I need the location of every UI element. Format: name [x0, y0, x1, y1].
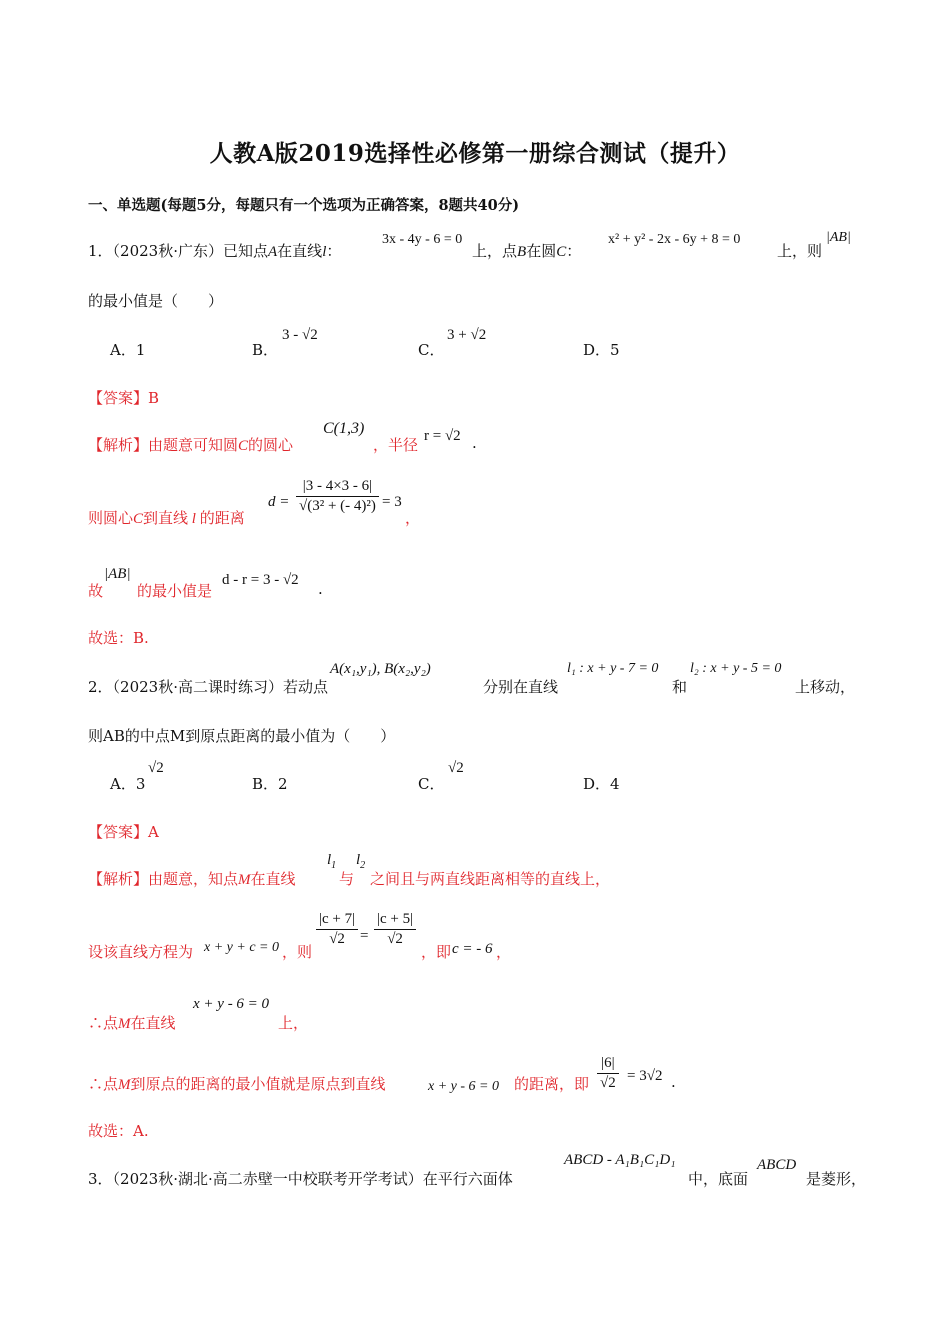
- q1-option-d: D．5: [583, 341, 620, 359]
- q2-analysis-4c: 的距离，即: [514, 1075, 590, 1093]
- q2-option-d: D．4: [583, 775, 620, 793]
- q1-line-equation: 3x - 4y - 6 = 0: [382, 232, 463, 247]
- q1-comma: ，: [405, 509, 421, 527]
- q1-d-symbol: d =: [268, 494, 290, 510]
- q1-stem-line2: 的最小值是（ ）: [88, 292, 224, 310]
- page-title: 人教A版2019选择性必修第一册综合测试（提升）: [209, 140, 741, 167]
- q2-fraction-3: [595, 1055, 621, 1092]
- q2-analysis-4: ∴点M到原点的距离的最小值就是原点到直线: [88, 1075, 386, 1093]
- q1-stem-3: 上，则: [777, 242, 823, 260]
- q2-frac1-num: |c + 7|: [316, 911, 358, 930]
- q1-distance-denominator: √(3² + (- 4)²): [299, 498, 376, 514]
- q3-stem-b: 中，底面: [688, 1170, 749, 1188]
- q1-min-expression: d - r = 3 - √2: [222, 572, 299, 588]
- q2-points: A(x₁,y₁), B(x₂,y₂): [330, 661, 431, 677]
- q2-analysis-2d: ，: [496, 943, 512, 961]
- q1-ab-abs-2: |AB|: [104, 566, 131, 582]
- q2-option-c-math: √2: [448, 760, 464, 776]
- q1-period-1: .: [472, 434, 477, 452]
- q2-frac1-den: √2: [329, 931, 345, 947]
- q2-conclusion: 故选：A.: [88, 1122, 149, 1140]
- q1-ab-abs: |AB|: [826, 230, 851, 245]
- q2-frac2-num: |c + 5|: [374, 911, 416, 930]
- q3-stem-c: 是菱形，: [806, 1170, 867, 1188]
- q2-analysis-2c: ，即: [421, 943, 452, 961]
- q2-stem-c: 和: [672, 678, 688, 696]
- q1-distance-numerator: |3 - 4×3 - 6|: [296, 478, 379, 497]
- q1-period-2: .: [318, 580, 323, 598]
- q2-line-general: x + y + c = 0: [204, 940, 279, 955]
- q1-stem-2: 上，点B在圆C：: [472, 242, 582, 260]
- q2-line-2: l₂ : x + y - 5 = 0: [690, 661, 782, 676]
- q1-distance-result: = 3: [382, 494, 402, 510]
- q1-option-c-label: C．: [418, 341, 445, 359]
- q1-analysis-1: 【解析】由题意可知圆C的圆心: [88, 436, 294, 454]
- q2-c-value: c = - 6: [452, 941, 493, 957]
- q1-option-b-label: B．: [252, 341, 279, 359]
- q1-analysis-3b: 的最小值是: [137, 582, 213, 600]
- q1-option-c-math: 3 + √2: [447, 327, 487, 343]
- section-heading: 一、单选题(每题5分，每题只有一个选项为正确答案，8题共40分): [88, 197, 520, 214]
- q1-answer: 【答案】B: [88, 389, 160, 407]
- q2-analysis-1c: 与: [339, 870, 355, 888]
- q2-analysis-3c: 上，: [278, 1014, 309, 1032]
- q3-solid: ABCD - A₁B₁C₁D₁: [564, 1152, 676, 1168]
- q1-center: C(1,3): [323, 420, 365, 437]
- q2-line-final: x + y - 6 = 0: [193, 996, 270, 1012]
- q2-fraction-1: [314, 911, 360, 948]
- q2-period: .: [671, 1073, 676, 1091]
- q2-l1-symbol: $l_1$: [327, 852, 337, 871]
- q2-option-c-label: C．: [418, 775, 445, 793]
- q2-stem-d: 上移动，: [795, 678, 856, 696]
- q2-frac3-den: √2: [600, 1075, 616, 1091]
- q1-analysis-1c: ，半径: [373, 436, 419, 454]
- q2-analysis-3: ∴点M在直线: [88, 1014, 176, 1032]
- q2-stem-line2: 则AB的中点M到原点距离的最小值为（ ）: [88, 727, 396, 745]
- q2-option-a-math: √2: [148, 760, 164, 776]
- q2-fraction-2: [372, 911, 418, 948]
- q1-option-a: A．1: [110, 341, 146, 359]
- q2-analysis-1d: 之间且与两直线距离相等的直线上，: [370, 870, 611, 888]
- q2-l2-symbol: $l_2$: [356, 852, 366, 871]
- q3-stem: 3．（2023秋·湖北·高二赤壁一中校联考开学考试）在平行六面体: [88, 1170, 513, 1188]
- q1-stem: 1．（2023秋·广东）已知点A在直线l：: [88, 242, 342, 260]
- q2-stem: 2．（2023秋·高二课时练习）若动点: [88, 678, 328, 696]
- q2-line-1: l₁ : x + y - 7 = 0: [567, 661, 659, 676]
- q3-base: ABCD: [757, 1157, 797, 1173]
- q2-result: = 3√2: [627, 1068, 663, 1084]
- q2-analysis-1: 【解析】由题意，知点M在直线: [88, 870, 296, 888]
- q1-circle-equation: x² + y² - 2x - 6y + 8 = 0: [608, 232, 741, 247]
- q2-frac3-num: |6|: [597, 1055, 619, 1074]
- q1-analysis-2: 则圆心C到直线 l 的距离: [88, 509, 245, 527]
- q1-conclusion: 故选：B.: [88, 629, 149, 647]
- q1-distance-fraction: [294, 478, 381, 515]
- q2-analysis-2a: 设该直线方程为: [88, 943, 194, 961]
- q1-radius: r = √2: [424, 428, 461, 444]
- q2-equals: =: [360, 928, 369, 944]
- q2-option-b: B．2: [252, 775, 288, 793]
- q2-frac2-den: √2: [387, 931, 403, 947]
- q2-analysis-2b: ，则: [282, 943, 313, 961]
- q1-analysis-3a: 故: [88, 582, 104, 600]
- q1-option-b-math: 3 - √2: [282, 327, 318, 343]
- q2-line-final-2: x + y - 6 = 0: [428, 1079, 499, 1094]
- q2-stem-b: 分别在直线: [483, 678, 559, 696]
- q2-option-a-label: A．3: [110, 775, 146, 793]
- q2-answer: 【答案】A: [88, 823, 159, 841]
